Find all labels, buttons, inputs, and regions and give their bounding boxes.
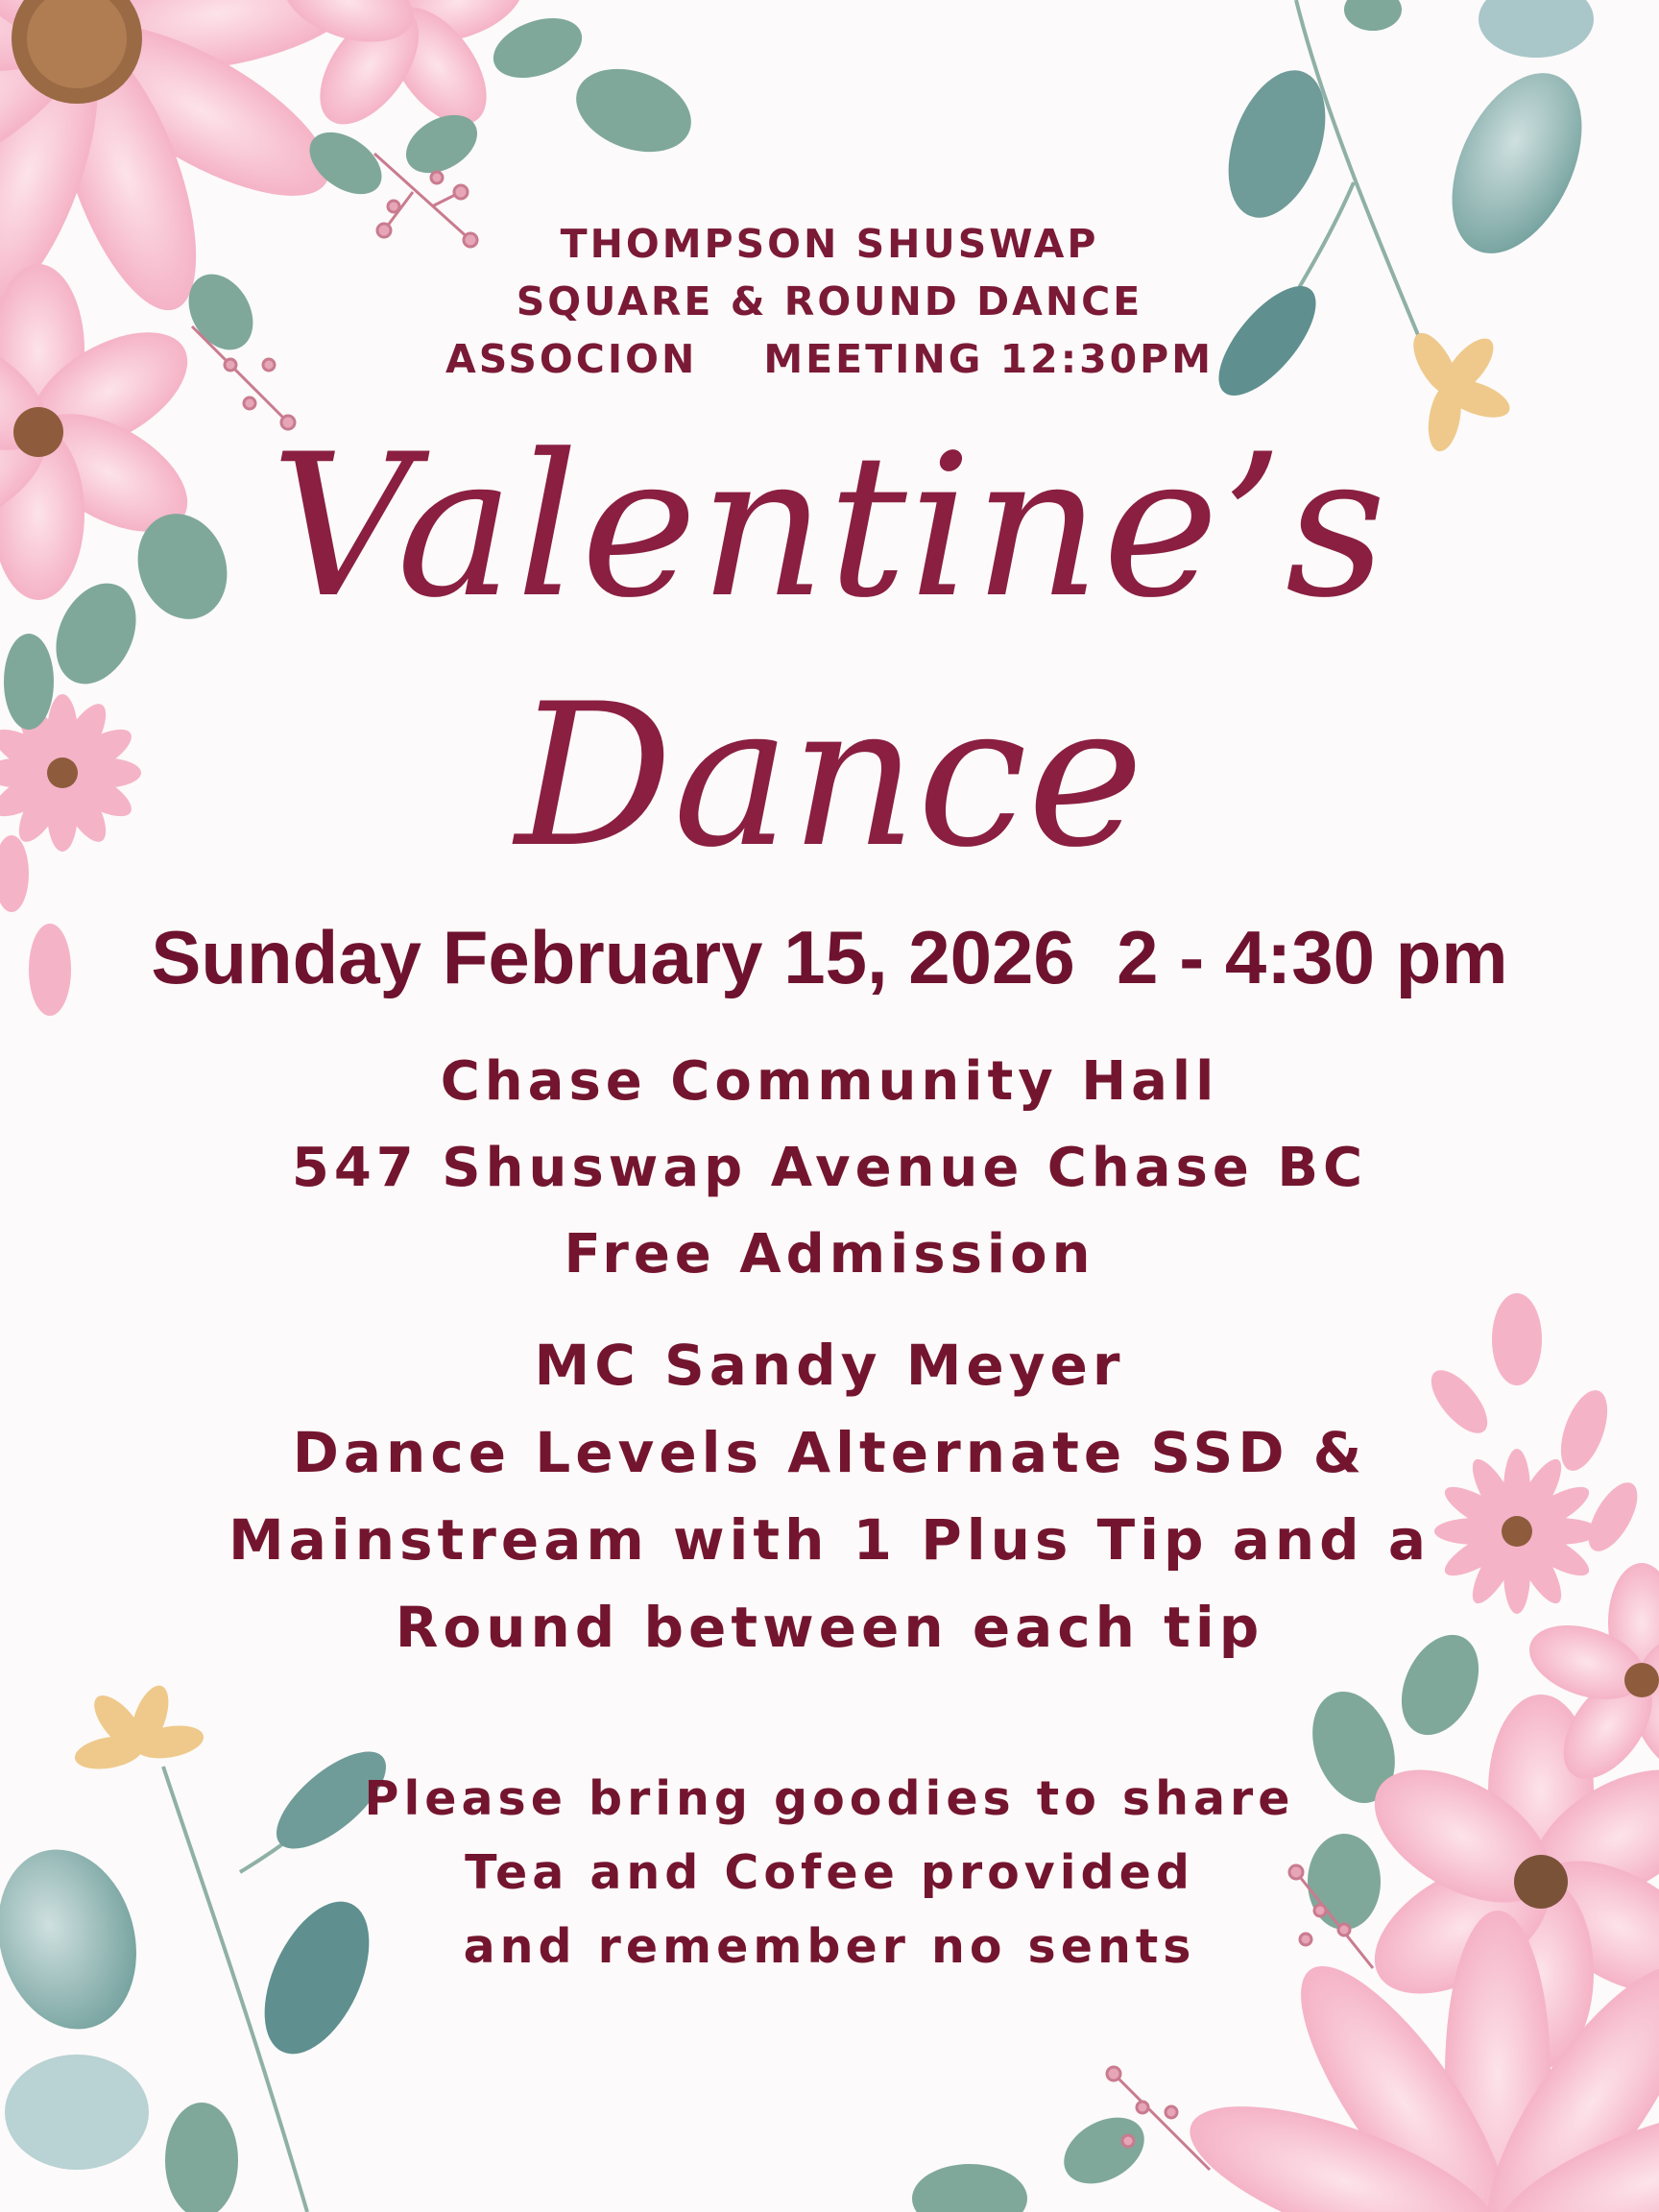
dance-levels-line-2: Mainstream with 1 Plus Tip and a bbox=[228, 1507, 1431, 1573]
dance-levels-line-1: Dance Levels Alternate SSD & bbox=[292, 1420, 1367, 1485]
organization-line-1: THOMPSON SHUSWAP bbox=[560, 221, 1099, 267]
organization-line-3: ASSOCION MEETING 12:30PM bbox=[445, 336, 1214, 382]
notes-line-1: Please bring goodies to share bbox=[364, 1771, 1295, 1826]
gold-lily-icon bbox=[72, 1681, 205, 1774]
event-date-time: Sunday February 15, 2026 2 - 4:30 pm bbox=[151, 915, 1508, 999]
venue-name: Chase Community Hall bbox=[440, 1050, 1219, 1113]
notes-block bbox=[0, 1762, 1659, 1984]
title-line-1: Valentine’s bbox=[270, 413, 1388, 641]
mc-name: MC Sandy Meyer bbox=[534, 1333, 1125, 1398]
venue-block bbox=[0, 1039, 1659, 1298]
admission-info: Free Admission bbox=[564, 1223, 1095, 1286]
organization-line-2: SQUARE & ROUND DANCE bbox=[516, 278, 1143, 325]
dance-details bbox=[0, 1322, 1659, 1671]
notes-line-3: and remember no sents bbox=[463, 1919, 1196, 1974]
notes-line-2: Tea and Cofee provided bbox=[465, 1845, 1194, 1900]
venue-address: 547 Shuswap Avenue Chase BC bbox=[291, 1137, 1368, 1199]
organization-name bbox=[0, 215, 1659, 388]
title-line-2: Dance bbox=[515, 662, 1144, 891]
dance-levels-line-3: Round between each tip bbox=[395, 1595, 1264, 1660]
